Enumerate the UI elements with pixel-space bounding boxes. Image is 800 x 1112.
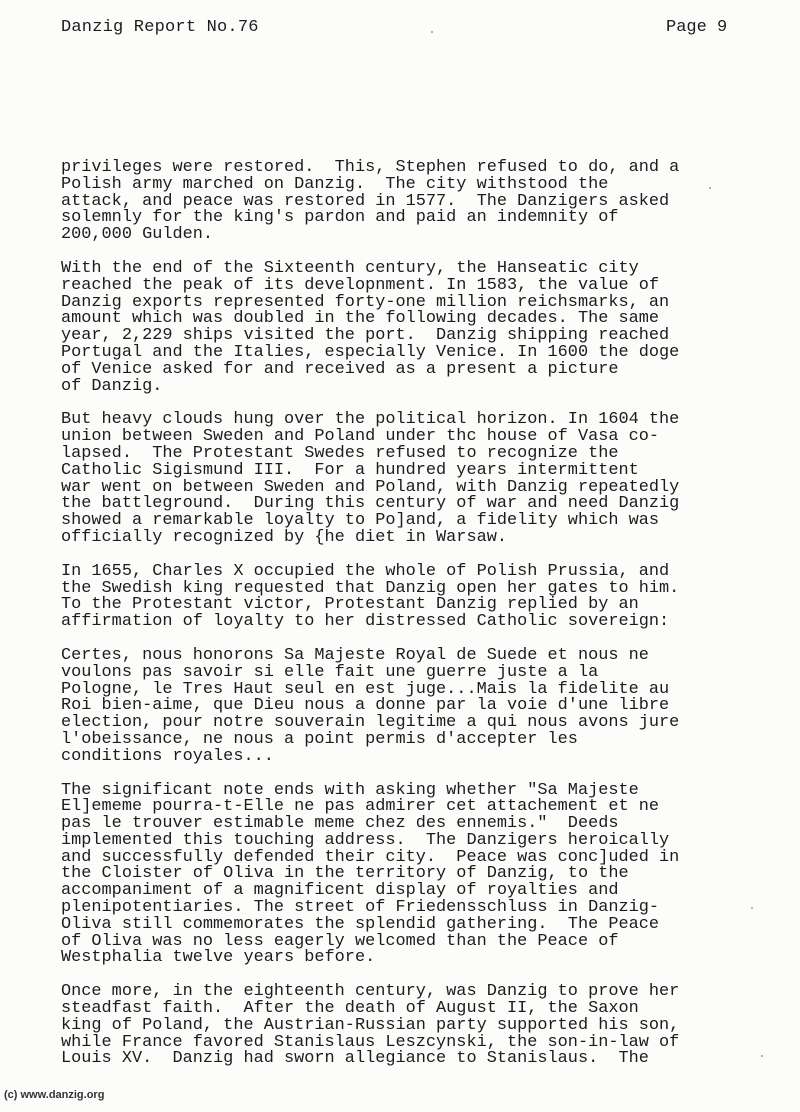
text-line: of Venice asked for and received as a present a picture (61, 359, 619, 379)
text-line: Danzig exports represented forty-one million reichsmarks, an (61, 292, 670, 312)
text-line: lapsed. The Protestant Swedes refused to recognize the (61, 443, 619, 463)
scan-speck (761, 1055, 763, 1057)
text-line: Once more, in the eighteenth century, was Danzig to prove her (61, 982, 680, 1002)
text-line: In 1655, Charles X occupied the whole of Polish Prussia, and (61, 561, 670, 581)
paragraph (61, 258, 741, 396)
report-title: Danzig Report No.76 (61, 18, 259, 37)
text-line: Pologne, le Tres Haut seul en est juge...Mais la fidelite au (61, 679, 670, 699)
text-line: war went on between Sweden and Poland, with Danzig repeatedly (61, 477, 680, 497)
text-line: 200,000 Gulden. (61, 225, 214, 245)
text-line: attack, and peace was restored in 1577. The Danzigers asked (61, 191, 670, 211)
text-line: To the Protestant victor, Protestant Danzig replied by an (61, 595, 639, 615)
text-line: accompaniment of a magnificent display of royalties and (61, 881, 619, 901)
text-line: union between Sweden and Poland under thc house of Vasa co- (61, 427, 660, 447)
text-line: privileges were restored. This, Stephen refused to do, and a (61, 158, 680, 177)
text-line: conditions royales... (61, 746, 274, 766)
copyright-footer: (c) www.danzig.org (4, 1089, 105, 1101)
text-line: and successfully defended their city. Peace was conc]uded in (61, 847, 680, 867)
text-line: Westphalia twelve years before. (61, 948, 376, 968)
text-line: But heavy clouds hung over the political horizon. In 1604 the (61, 410, 680, 430)
scan-speck (431, 31, 433, 33)
scan-speck (751, 907, 753, 909)
paragraph (61, 984, 741, 1068)
text-line: of Oliva was no less eagerly welcomed than the Peace of (61, 931, 619, 951)
text-line: election, pour notre souverain legitime a qui nous avons jure (61, 713, 680, 733)
text-line: the Swedish king requested that Danzig open her gates to him. (61, 578, 680, 598)
body-text (61, 160, 741, 1085)
text-line: Louis XV. Danzig had sworn allegiance to Stanislaus. The (61, 1049, 649, 1069)
text-line: l'obeissance, ne nous a point permis d'accepter les (61, 729, 578, 749)
text-line: Polish army marched on Danzig. The city withstood the (61, 174, 609, 194)
text-line: voulons pas savoir si elle fait une guerre juste a la (61, 662, 599, 682)
scan-speck (709, 187, 711, 189)
paragraph (61, 645, 741, 766)
text-line: With the end of the Sixteenth century, the Hanseatic city (61, 258, 639, 278)
text-line: officially recognized by {he diet in Warsaw. (61, 527, 507, 547)
paragraph (61, 780, 741, 968)
text-line: while France favored Stanislaus Leszcynski, the son-in-law of (61, 1032, 680, 1052)
text-line: solemnly for the king's pardon and paid an indemnity of (61, 208, 619, 228)
text-line: year, 2,229 ships visited the port. Danzig shipping reached (61, 326, 670, 346)
text-line: Roi bien-aime, que Dieu nous a donne par la voie d'une libre (61, 696, 670, 716)
text-line: the Cloister of Oliva in the territory of Danzig, to the (61, 864, 629, 884)
text-line: reached the peak of its developnment. In 1583, the value of (61, 275, 660, 295)
text-line: king of Poland, the Austrian-Russian party supported his son, (61, 1015, 680, 1035)
text-line: affirmation of loyalty to her distressed Catholic sovereign: (61, 612, 670, 632)
text-line: Certes, nous honorons Sa Majeste Royal de Suede et nous ne (61, 645, 649, 665)
paragraph (61, 160, 741, 244)
paragraph (61, 412, 741, 546)
text-line: El]ememe pourra-t-Elle ne pas admirer cet attachement et ne (61, 797, 660, 817)
text-line: showed a remarkable loyalty to Po]and, a fidelity which was (61, 511, 660, 531)
text-line: steadfast faith. After the death of August II, the Saxon (61, 999, 639, 1019)
text-line: amount which was doubled in the following decades. The same (61, 309, 660, 329)
paragraph (61, 561, 741, 632)
text-line: pas le trouver estimable meme chez des ennemis." Deeds (61, 814, 619, 834)
text-line: Oliva still commemorates the splendid gathering. The Peace (61, 914, 660, 934)
text-line: the battleground. During this century of war and need Danzig (61, 494, 680, 514)
text-line: plenipotentiaries. The street of Friedensschluss in Danzig- (61, 898, 660, 918)
text-line: of Danzig. (61, 376, 163, 396)
text-line: Portugal and the Italies, especially Venice. In 1600 the doge (61, 342, 680, 362)
text-line: Catholic Sigismund III. For a hundred years intermittent (61, 460, 639, 480)
text-line: The significant note ends with asking whether "Sa Majeste (61, 780, 639, 800)
page-number: Page 9 (666, 18, 728, 37)
text-line: implemented this touching address. The Danzigers heroically (61, 830, 670, 850)
